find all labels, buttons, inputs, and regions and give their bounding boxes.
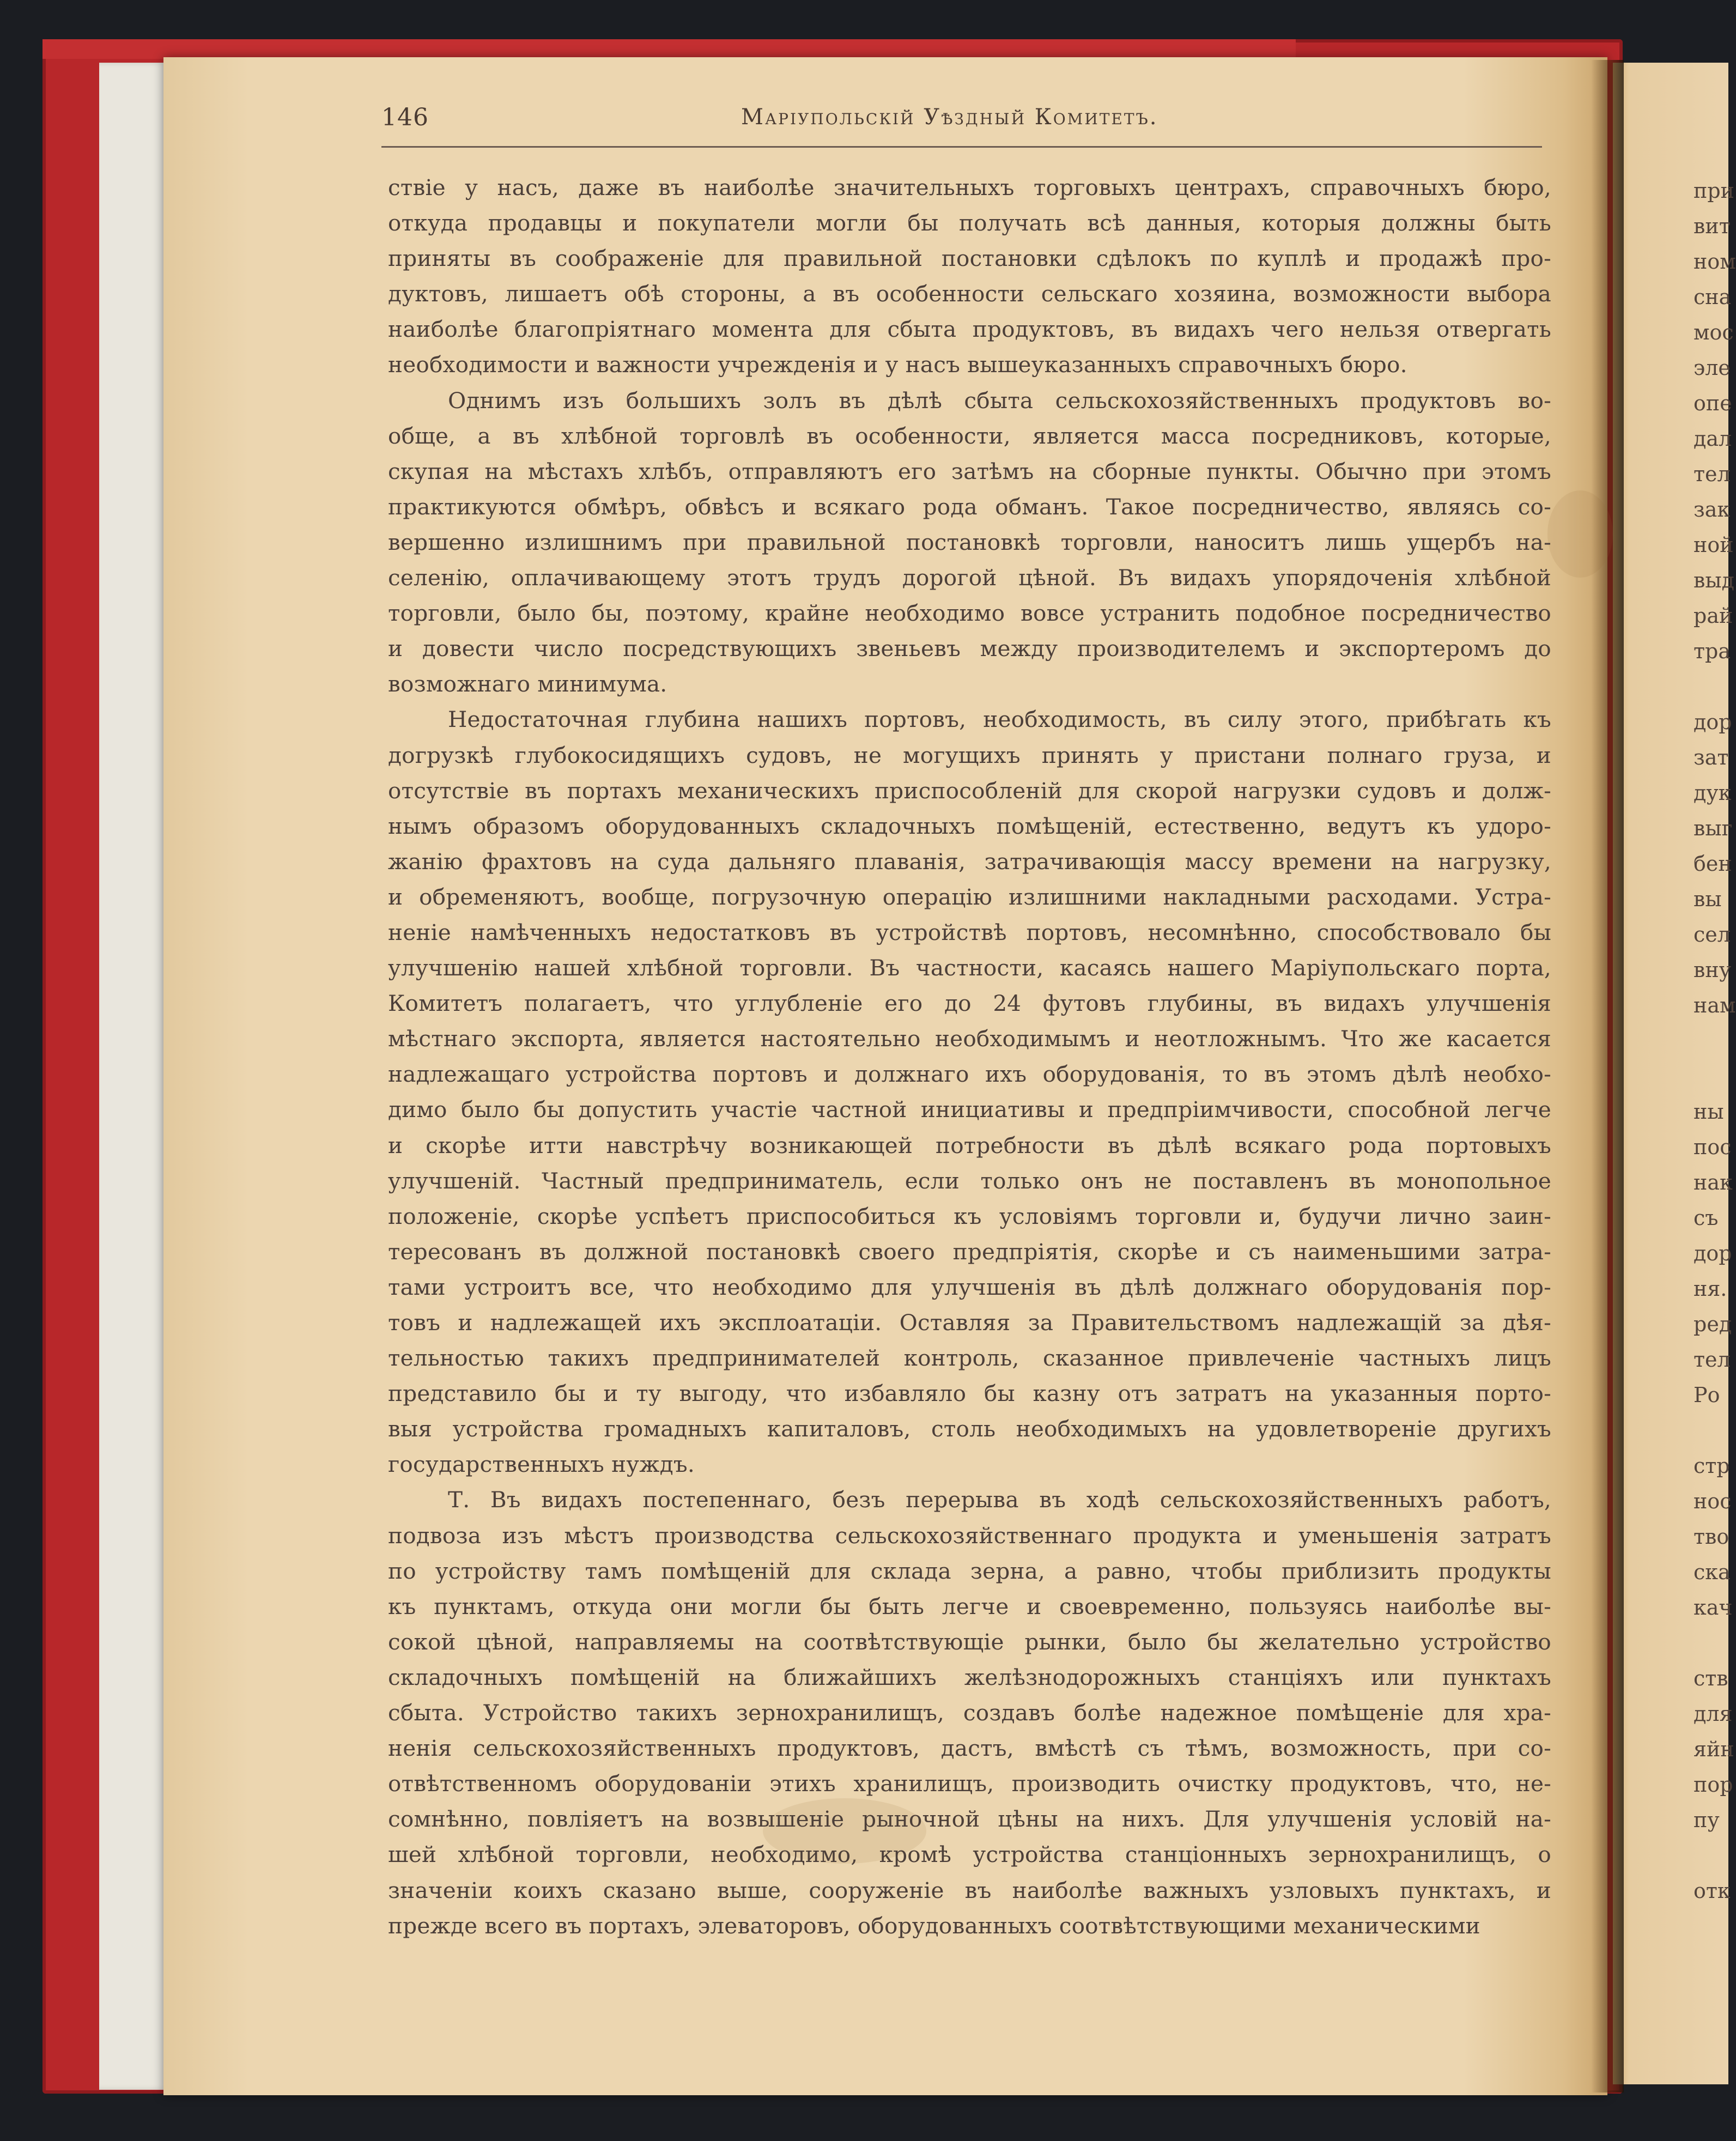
text-line: возможнаго минимума. (388, 671, 667, 698)
text-line: представило бы и ту выгоду, что избавляло бы казну отъ затратъ на указанныя порто- (388, 1380, 1551, 1407)
facing-fragment: сел (1693, 923, 1731, 947)
text-line: торговли, было бы, поэтому, крайне необходимо вовсе устранить подобное посредничество (388, 600, 1551, 627)
facing-fragment: нам (1693, 993, 1736, 1017)
facing-fragment (1693, 669, 1728, 705)
text-line: Комитетъ полагаетъ, что углубленіе его до 24 футовъ глубины, въ видахъ улучшенія (388, 990, 1551, 1017)
text-line: къ пунктамъ, откуда они могли бы быть легче и своевременно, пользуясь наиболѣе вы- (388, 1593, 1551, 1620)
facing-fragment: пос (1693, 1135, 1732, 1159)
facing-fragment: зат (1693, 745, 1729, 769)
gutter-shadow (1591, 60, 1624, 2093)
facing-fragment: опе (1693, 391, 1732, 415)
text-line: складочныхъ помѣщеній на ближайшихъ желѣзнодорожныхъ станціяхъ или пунктахъ (388, 1664, 1551, 1690)
facing-fragment: пор (1693, 1773, 1733, 1797)
facing-fragment (1693, 1838, 1728, 1873)
body-text (388, 170, 1551, 1944)
facing-fragment: ня. (1693, 1277, 1727, 1301)
facing-fragment: стр (1693, 1454, 1730, 1478)
text-line: откуда продавцы и покупатели могли бы получать всѣ данныя, которыя должны быть (388, 210, 1551, 236)
text-line: обще, а въ хлѣбной торговлѣ въ особенности, является масса посредниковъ, которые, (388, 422, 1551, 449)
facing-fragment: нос (1693, 1489, 1732, 1513)
text-line: практикуются обмѣръ, обвѣсъ и всякаго рода обманъ. Такое посредничество, являясь со- (388, 493, 1551, 520)
facing-fragment: дор (1693, 1241, 1732, 1265)
facing-fragment: нак (1693, 1170, 1733, 1194)
text-line: положеніе, скорѣе успѣетъ приспособиться къ условіямъ торговли и, будучи лично заин- (388, 1203, 1551, 1229)
text-line: вершенно излишнимъ при правильной постановкѣ торговли, наноситъ лишь ущербъ на- (388, 529, 1551, 555)
facing-fragment: отк (1693, 1879, 1731, 1903)
facing-fragment: вну (1693, 958, 1732, 982)
paper-stain (1547, 490, 1613, 578)
facing-fragment: ств (1693, 1666, 1728, 1690)
text-line: ствіе у насъ, даже въ наиболѣе значительныхъ торговыхъ центрахъ, справочныхъ бюро, (388, 174, 1551, 201)
text-line: сомнѣнно, повліяетъ на возвышеніе рыночной цѣны на нихъ. Для улучшенія условій на- (388, 1806, 1551, 1833)
text-line: нымъ образомъ оборудованныхъ складочныхъ помѣщеній, естественно, ведутъ къ удоро- (388, 812, 1551, 839)
running-head (381, 104, 1542, 136)
facing-fragment: рай (1693, 604, 1733, 628)
text-line: наиболѣе благопріятнаго момента для сбыта продуктовъ, въ видахъ чего нельзя отвергать (388, 316, 1551, 343)
facing-fragment: дук (1693, 781, 1732, 805)
facing-fragment: тел (1693, 462, 1731, 486)
text-line: тами устроитъ все, что необходимо для улучшенія въ дѣлѣ должнаго оборудованія пор- (388, 1273, 1551, 1300)
endpaper (99, 63, 170, 2090)
text-line: дуктовъ, лишаетъ обѣ стороны, а въ особенности сельскаго хозяина, возможности выбора (388, 281, 1551, 307)
facing-fragment: выг (1693, 816, 1733, 840)
facing-fragment (1693, 1626, 1728, 1661)
facing-fragment (1693, 1059, 1728, 1094)
text-line: улучшенію нашей хлѣбной торговли. Въ частности, касаясь нашего Маріупольскаго порта, (388, 955, 1551, 981)
facing-fragment: тво (1693, 1525, 1729, 1549)
text-line: ненія сельскохозяйственныхъ продуктовъ, дастъ, вмѣстѣ съ тѣмъ, возможность, при со- (388, 1735, 1551, 1762)
facing-fragment: зак (1693, 498, 1731, 521)
text-line: Т. Въ видахъ постепеннаго, безъ перерыва въ ходѣ сельскохозяйственныхъ работъ, (448, 1487, 1551, 1513)
facing-fragment: ред (1693, 1312, 1732, 1336)
text-line: прежде всего въ портахъ, элеваторовъ, оборудованныхъ соотвѣтствующими механическими (388, 1912, 1480, 1939)
text-line: тельностью такихъ предпринимателей контроль, сказанное привлеченіе частныхъ лицъ (388, 1345, 1551, 1372)
text-line: жанію фрахтовъ на суда дальняго плаванія, затрачивающія массу времени на нагрузку, (388, 848, 1551, 875)
text-line: Недостаточная глубина нашихъ портовъ, необходимость, въ силу этого, прибѣгать къ (448, 706, 1551, 733)
text-line: товъ и надлежащей ихъ эксплоатаціи. Оставляя за Правительствомъ надлежащій за дѣя- (388, 1309, 1551, 1336)
facing-fragment: мос (1693, 320, 1734, 344)
facing-fragment: эле (1693, 356, 1731, 380)
facing-fragment: тра (1693, 639, 1731, 663)
text-line: улучшеній. Частный предприниматель, если только онъ не поставленъ въ монопольное (388, 1167, 1551, 1194)
text-line: отвѣтственномъ оборудованіи этихъ хранилищъ, производить очистку продуктовъ, что, не- (388, 1770, 1551, 1797)
facing-fragment: дор (1693, 710, 1732, 734)
facing-fragment: пу (1693, 1808, 1720, 1832)
text-line: и довести число посредствующихъ звеньевъ между производителемъ и экспортеромъ до (388, 635, 1551, 662)
text-line: необходимости и важности учрежденія и у насъ вышеуказанныхъ справочныхъ бюро. (388, 351, 1407, 378)
text-line: селенію, оплачивающему этотъ трудъ дорогой цѣной. Въ видахъ упорядоченія хлѣбной (388, 565, 1551, 591)
text-line: надлежащаго устройства портовъ и должнаго ихъ оборудованія, то въ этомъ дѣлѣ необхо- (388, 1061, 1551, 1088)
facing-fragment: сна (1693, 285, 1732, 309)
text-line: государственныхъ нуждъ. (388, 1451, 695, 1478)
facing-fragment: при (1693, 179, 1734, 203)
book-cover-edge (43, 39, 1296, 59)
text-line: скупая на мѣстахъ хлѣбъ, отправляютъ его затѣмъ на сборные пункты. Обычно при этомъ (388, 458, 1551, 484)
facing-page-text (1693, 173, 1736, 1909)
text-line: подвоза изъ мѣстъ производства сельскохозяйственнаго продукта и уменьшенія затратъ (388, 1522, 1551, 1549)
text-line: и скорѣе итти навстрѣчу возникающей потребности въ дѣлѣ всякаго рода портовыхъ (388, 1132, 1551, 1159)
facing-fragment: дал (1693, 427, 1732, 451)
facing-fragment: съ (1693, 1206, 1719, 1230)
text-line: Однимъ изъ большихъ золъ въ дѣлѣ сбыта сельскохозяйственныхъ продуктовъ во- (448, 387, 1551, 414)
text-line: отсутствіе въ портахъ механическихъ приспособленій для скорой нагрузки судовъ и долж- (388, 777, 1551, 804)
text-line: по устройству тамъ помѣщеній для склада зерна, а равно, чтобы приблизить продукты (388, 1557, 1551, 1584)
facing-fragment: бен (1693, 852, 1732, 876)
text-line: приняты въ соображеніе для правильной постановки сдѣлокъ по куплѣ и продажѣ про- (388, 245, 1551, 272)
facing-fragment: выд (1693, 568, 1735, 592)
facing-fragment: вы (1693, 887, 1722, 911)
text-line: шей хлѣбной торговли, необходимо, кромѣ устройства станціонныхъ зернохранилищъ, о (388, 1841, 1551, 1868)
text-line: и обременяютъ, вообще, погрузочную операцію излишними накладными расходами. Устра- (388, 883, 1551, 910)
text-line: тересованъ въ должной постановкѣ своего предпріятія, скорѣе и съ наименьшими затра- (388, 1238, 1551, 1265)
text-line: димо было бы допустить участіе частной инициативы и предпріимчивости, способной легче (388, 1096, 1551, 1123)
facing-fragment: тел (1693, 1348, 1731, 1372)
facing-fragment: ном (1693, 250, 1736, 274)
header-rule (381, 146, 1542, 148)
text-line: сокой цѣной, направляемы на соотвѣтствующіе рынки, было бы желательно устройство (388, 1628, 1551, 1655)
facing-fragment (1693, 1023, 1728, 1059)
page-number: 146 (381, 104, 429, 131)
facing-fragment: вит (1693, 214, 1731, 238)
facing-fragment: ска (1693, 1560, 1731, 1584)
text-line: выя устройства громадныхъ капиталовъ, столь необходимыхъ на удовлетвореніе другихъ (388, 1416, 1551, 1442)
running-title: Маріупольскій Уѣздный Комитетъ. (741, 105, 1158, 130)
facing-fragment: ны (1693, 1100, 1724, 1124)
facing-fragment: Ро (1693, 1383, 1720, 1407)
facing-fragment: ной (1693, 533, 1734, 557)
facing-fragment: яйн (1693, 1737, 1734, 1761)
facing-fragment: для (1693, 1702, 1733, 1726)
text-line: мѣстнаго экспорта, является настоятельно необходимымъ и неотложнымъ. Что же касается (388, 1026, 1551, 1052)
text-line: неніе намѣченныхъ недостатковъ въ устройствѣ портовъ, несомнѣнно, способствовало бы (388, 919, 1551, 945)
text-line: догрузкѣ глубокосидящихъ судовъ, не могущихъ принять у пристани полнаго груза, и (388, 742, 1551, 768)
facing-fragment (1693, 1413, 1728, 1448)
facing-fragment: кач (1693, 1596, 1733, 1620)
text-line: значеніи коихъ сказано выше, сооруженіе въ наиболѣе важныхъ узловыхъ пунктахъ, и (388, 1877, 1551, 1903)
text-line: сбыта. Устройство такихъ зернохранилищъ, создавъ болѣе надежное помѣщеніе для хра- (388, 1700, 1551, 1726)
